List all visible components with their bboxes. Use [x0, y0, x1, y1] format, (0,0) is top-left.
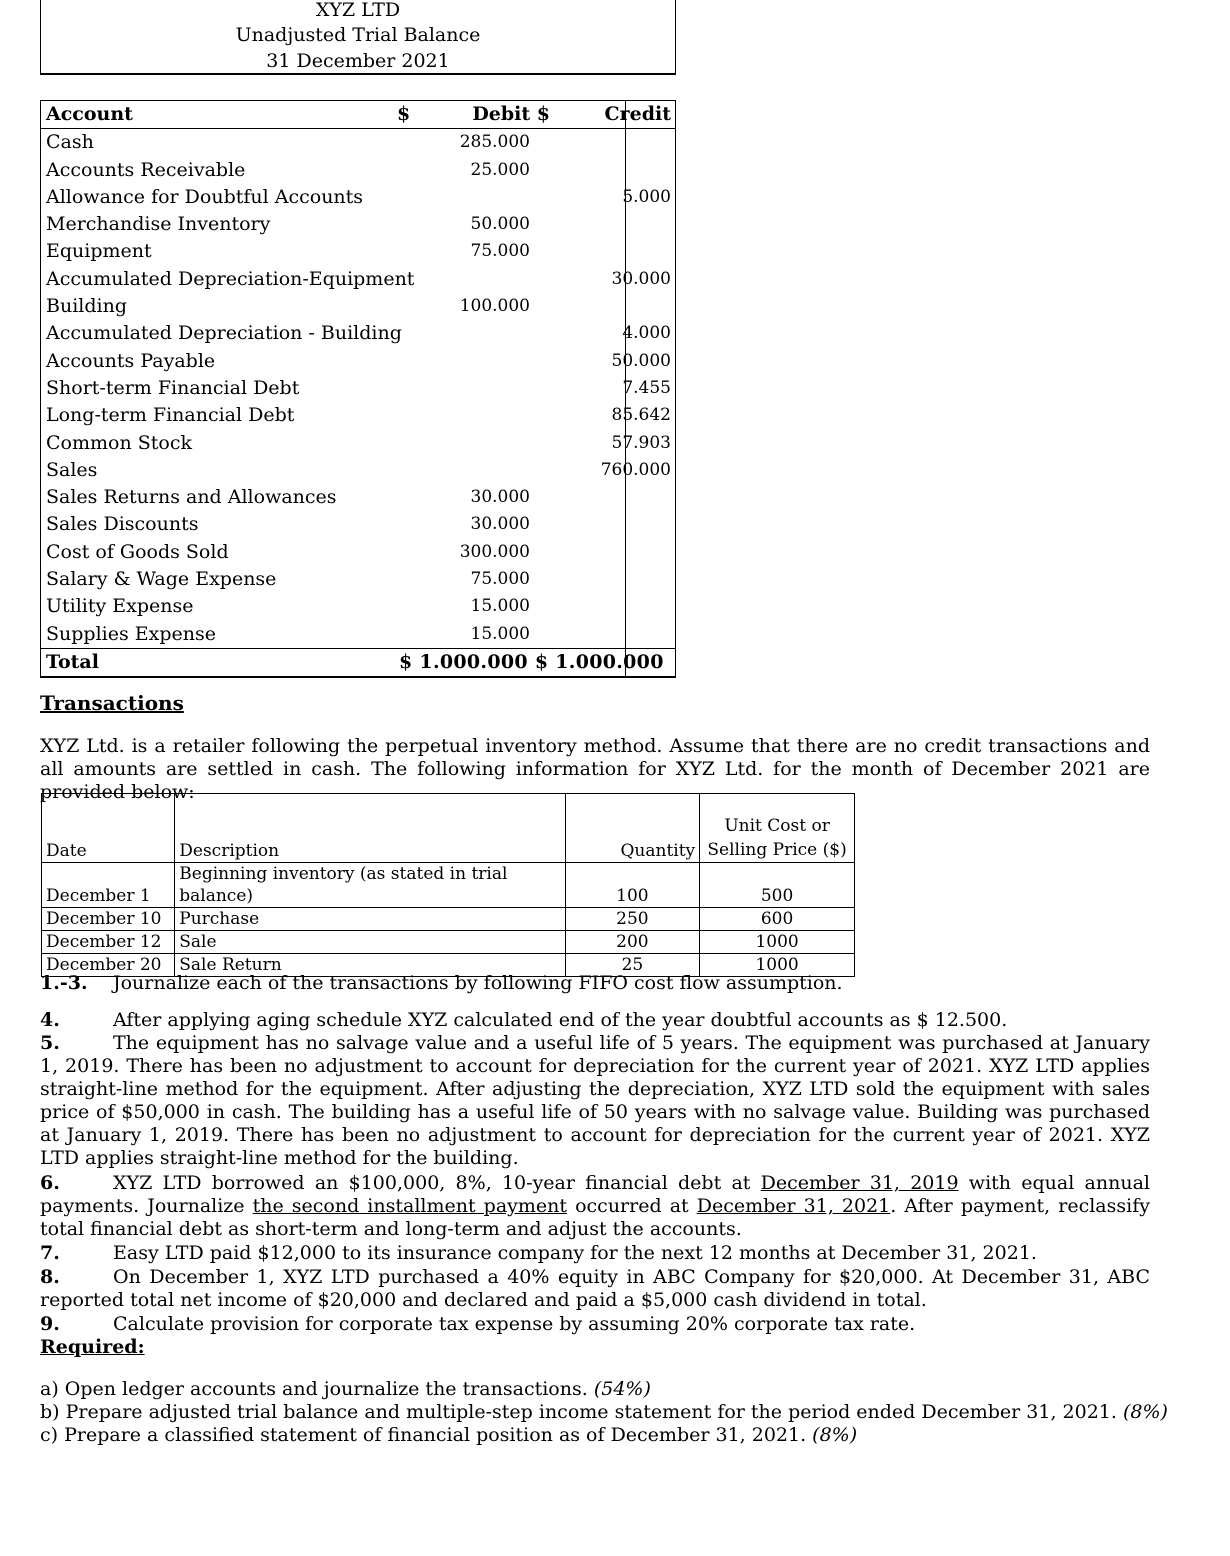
item-4-text: After applying aging schedule XYZ calculated end of the year doubtful accounts as $ 12.500. [113, 1009, 1008, 1031]
account-name: Accumulated Depreciation-Equipment [46, 267, 415, 290]
transaction-quantity: 100 [565, 863, 700, 908]
account-name: Allowance for Doubtful Accounts [46, 185, 364, 208]
trial-balance-row [41, 430, 675, 457]
debit-amount: 25.000 [470, 159, 530, 180]
credit-amount: 5.000 [622, 186, 671, 207]
credit-amount: 4.000 [622, 323, 671, 344]
item-6-second-installment: the second installment payment [252, 1195, 568, 1217]
credit-amount: 57.903 [611, 432, 671, 453]
trial-balance-row [41, 266, 675, 293]
trial-balance-row [41, 184, 675, 211]
transaction-unit-price: 600 [700, 908, 855, 931]
column-header-debit: Debit $ [472, 103, 550, 125]
transactions-table [41, 793, 855, 977]
trial-balance-row [41, 511, 675, 538]
trial-balance-row [41, 593, 675, 620]
required-a [40, 1378, 651, 1401]
column-header-dollar: $ [397, 103, 411, 125]
required-a-weight: (54%) [593, 1378, 651, 1400]
debit-amount: 30.000 [470, 487, 530, 508]
account-name: Supplies Expense [46, 622, 216, 645]
item-6-date-2019: December 31, 2019 [760, 1172, 959, 1194]
account-name: Building [46, 295, 127, 318]
transactions-rows [42, 863, 855, 977]
account-name: Accumulated Depreciation - Building [46, 322, 402, 345]
account-name: Sales Returns and Allowances [46, 486, 337, 509]
trial-balance-row [41, 566, 675, 593]
debit-amount: 75.000 [470, 569, 530, 590]
account-name: Utility Expense [46, 595, 194, 618]
item-5-label: 5. [40, 1032, 60, 1054]
trial-balance-row [41, 157, 675, 184]
report-title: Unadjusted Trial Balance [235, 24, 481, 46]
debit-amount: 30.000 [470, 514, 530, 535]
debit-amount: 300.000 [459, 541, 530, 562]
debit-amount: 75.000 [470, 241, 530, 262]
transaction-row [42, 863, 855, 908]
trial-balance-row [41, 375, 675, 402]
trial-balance-row [41, 539, 675, 566]
item-6 [40, 1172, 1150, 1241]
item-6-text-part-4: . After payment, reclassify total financial debt as short-term and long-term and adjust the accounts. [40, 1195, 1150, 1240]
item-6-label: 6. [40, 1172, 60, 1194]
account-name: Salary & Wage Expense [46, 568, 277, 591]
account-name: Cash [46, 131, 94, 154]
trial-balance-row [41, 457, 675, 484]
item-7 [40, 1242, 1150, 1265]
transactions-intro: XYZ Ltd. is a retailer following the perpetual inventory method. Assume that there are no credit transactions and all amounts are settled in cash. The following information for XYZ Ltd. for the month of December 2021 are provided below: [40, 735, 1150, 803]
transaction-quantity: 250 [565, 908, 700, 931]
transaction-unit-price: 1000 [700, 931, 855, 954]
item-8-text: On December 1, XYZ LTD purchased a 40% equity in ABC Company for $20,000. At December 31, ABC reported total net income of $20,000 and declared and paid a $5,000 cash dividend in total. [40, 1266, 1150, 1311]
item-6-text-part-1: XYZ LTD borrowed an $100,000, 8%, 10-year financial debt at [113, 1172, 761, 1194]
trial-balance-row [41, 484, 675, 511]
transaction-unit-price: 1000 [700, 954, 855, 977]
account-name: Common Stock [46, 431, 192, 454]
trial-balance-total-row [41, 648, 675, 678]
credit-amount: 30.000 [611, 268, 671, 289]
credit-amount: 760.000 [600, 459, 671, 480]
transaction-description: Purchase [175, 908, 565, 931]
transaction-quantity: 200 [565, 931, 700, 954]
item-1-3-label: 1.-3. [40, 972, 88, 994]
required-a-text: a) Open ledger accounts and journalize the transactions. [40, 1378, 588, 1400]
transactions-title: Transactions [40, 691, 184, 715]
item-1-3 [40, 972, 1150, 995]
item-5 [40, 1032, 1150, 1170]
trial-balance-row [41, 211, 675, 238]
transaction-row [42, 931, 855, 954]
item-9 [40, 1313, 1150, 1336]
debit-amount: 100.000 [459, 296, 530, 317]
total-values: $ 1.000.000 $ 1.000.000 [399, 650, 664, 673]
trial-balance-row [41, 129, 675, 156]
trial-balance-row [41, 320, 675, 347]
required-c-text: c) Prepare a classified statement of financial position as of December 31, 2021. [40, 1424, 807, 1446]
column-header-date: Date [42, 794, 175, 863]
transaction-quantity: 25 [565, 954, 700, 977]
item-4 [40, 1009, 1150, 1032]
required-c-weight: (8%) [812, 1424, 858, 1446]
transaction-description: Beginning inventory (as stated in trial balance) [175, 863, 565, 908]
credit-amount: 50.000 [611, 350, 671, 371]
item-6-text-part-2: with equal annual payments. Journalize [40, 1172, 1150, 1217]
account-name: Cost of Goods Sold [46, 540, 229, 563]
total-label: Total [46, 650, 99, 673]
column-header-description: Description [175, 794, 565, 863]
debit-amount: 50.000 [470, 214, 530, 235]
item-4-label: 4. [40, 1009, 60, 1031]
trial-balance-table [40, 100, 676, 678]
debit-amount: 15.000 [470, 596, 530, 617]
item-6-text-part-3: occurred at [567, 1195, 697, 1217]
item-8-label: 8. [40, 1266, 60, 1288]
item-7-text: Easy LTD paid $12,000 to its insurance company for the next 12 months at December 31, 2021. [113, 1242, 1037, 1264]
column-header-credit: Credit [604, 103, 671, 125]
trial-balance-row [41, 402, 675, 429]
transactions-header-row [42, 794, 855, 863]
transaction-date: December 10 [42, 908, 175, 931]
trial-balance-header [40, 0, 676, 75]
credit-amount: 85.642 [611, 405, 671, 426]
debit-amount: 15.000 [470, 623, 530, 644]
item-6-date-2021: December 31, 2021 [696, 1195, 891, 1217]
column-header-unit-cost: Unit Cost or Selling Price ($) [700, 794, 855, 863]
account-name: Merchandise Inventory [46, 213, 271, 236]
column-header-quantity: Quantity [565, 794, 700, 863]
trial-balance-row [41, 621, 675, 648]
item-9-label: 9. [40, 1313, 60, 1335]
trial-balance-row [41, 238, 675, 265]
transaction-unit-price: 500 [700, 863, 855, 908]
trial-balance-header-row [41, 101, 675, 129]
account-name: Long-term Financial Debt [46, 404, 295, 427]
company-name: XYZ LTD [315, 0, 401, 21]
item-5-text: The equipment has no salvage value and a useful life of 5 years. The equipment was purchased at January 1, 2019. There has been no adjustment to account for depreciation for the current year of 2021. XYZ LTD applies straight-line method for the equipment. After adjusting the depreciation, XYZ LTD sold the equipment with sales price of $50,000 in cash. The building has a useful life of 50 years with no salvage value. Building was purchased at January 1, 2019. There has been no adjustment to account for depreciation for the current year of 2021. XYZ LTD applies straight-line method for the building. [40, 1032, 1150, 1169]
item-1-3-text: Journalize each of the transactions by following FIFO cost flow assumption. [113, 972, 843, 994]
transaction-date: December 1 [42, 863, 175, 908]
account-name: Accounts Receivable [46, 158, 246, 181]
transaction-date: December 20 [42, 954, 175, 977]
required-b [40, 1401, 1168, 1424]
trial-balance-row [41, 293, 675, 320]
item-7-label: 7. [40, 1242, 60, 1264]
debit-amount: 285.000 [459, 132, 530, 153]
transaction-date: December 12 [42, 931, 175, 954]
trial-balance-rows [41, 129, 675, 648]
item-9-text: Calculate provision for corporate tax expense by assuming 20% corporate tax rate. [113, 1313, 916, 1335]
transaction-description: Sale Return [175, 954, 565, 977]
account-name: Sales Discounts [46, 513, 199, 536]
account-name: Sales [46, 458, 98, 481]
account-name: Accounts Payable [46, 349, 216, 372]
required-title: Required: [40, 1336, 145, 1358]
account-name: Equipment [46, 240, 152, 263]
item-8 [40, 1266, 1150, 1312]
required-c [40, 1424, 857, 1447]
transaction-row [42, 908, 855, 931]
account-name: Short-term Financial Debt [46, 376, 300, 399]
credit-amount: 7.455 [622, 377, 671, 398]
report-date: 31 December 2021 [266, 50, 450, 72]
transaction-description: Sale [175, 931, 565, 954]
required-b-text: b) Prepare adjusted trial balance and multiple-step income statement for the period ended December 31, 2021. [40, 1401, 1117, 1423]
column-header-account: Account [46, 103, 133, 125]
trial-balance-row [41, 348, 675, 375]
required-b-weight: (8%) [1122, 1401, 1168, 1423]
